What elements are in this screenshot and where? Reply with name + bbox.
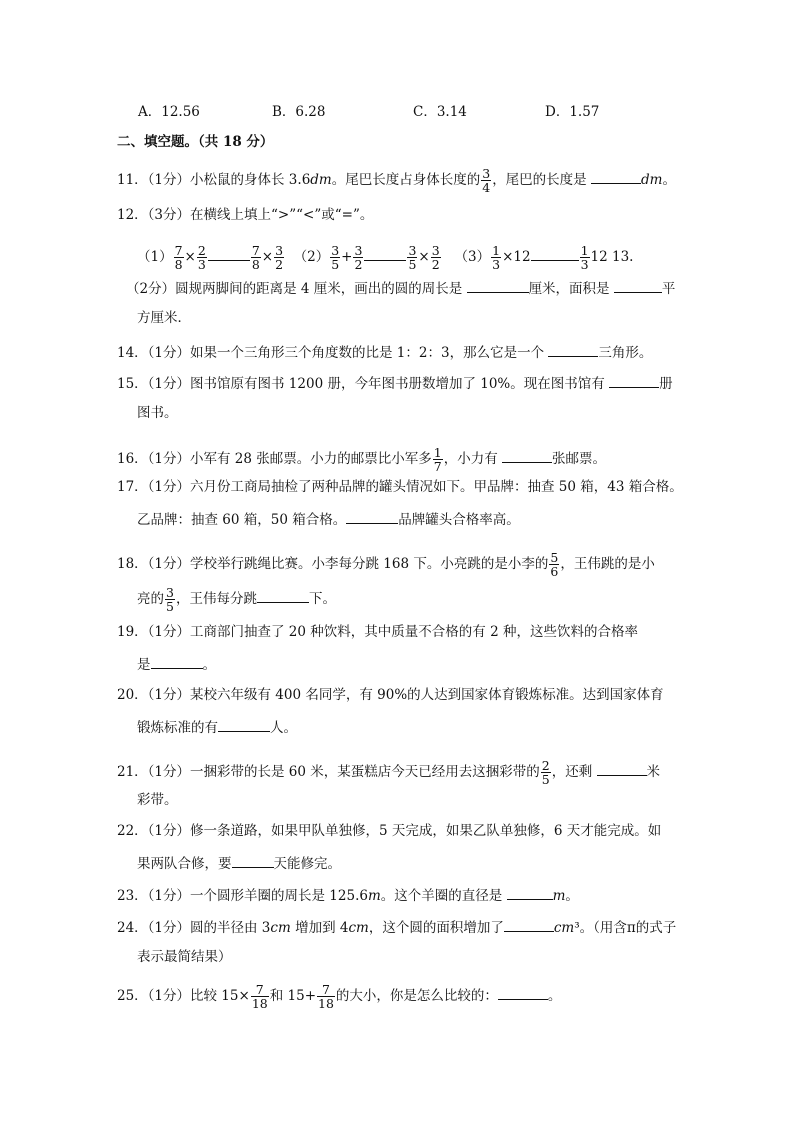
answer-blank[interactable]: [591, 168, 641, 184]
fraction: [433, 446, 443, 473]
q18-text: ，王伟每分跳: [175, 591, 257, 607]
answer-blank[interactable]: [531, 245, 579, 261]
question-24: [117, 916, 676, 938]
unit: dm: [640, 172, 663, 188]
fraction: [174, 244, 184, 271]
q15-text: 册: [659, 376, 673, 392]
q14-text: 14．（1分）如果一个三角形三个角度数的比是 1：2：3，那么它是一个: [117, 345, 545, 361]
answer-blank[interactable]: [257, 587, 309, 603]
question-19-cont: [137, 653, 216, 675]
answer-blank[interactable]: [614, 277, 662, 293]
answer-blank[interactable]: [609, 372, 659, 388]
q21-text: ，还剩: [551, 764, 593, 780]
denominator: 5: [331, 257, 340, 272]
q22-text: 天能修完。: [273, 856, 341, 872]
denominator: 8: [251, 257, 260, 272]
numerator: 2: [197, 243, 206, 258]
q23-text: 。: [565, 888, 579, 904]
question-17: 17．（1分）六月份工商局抽检了两种品牌的罐头情况如下。甲品牌：抽查 50 箱，43 箱合格。: [117, 479, 683, 495]
denominator: 3: [580, 257, 589, 272]
answer-blank[interactable]: [548, 341, 598, 357]
option-c: C．3.14: [413, 104, 467, 120]
q25-text: 。: [547, 988, 562, 1004]
question-18-cont: [137, 586, 336, 613]
q17-text: 品牌罐头合格率高。: [398, 512, 520, 528]
fraction: [481, 167, 491, 194]
answer-blank[interactable]: [597, 760, 647, 776]
q18-text: ，王伟跳的是小: [560, 556, 655, 572]
fraction: [491, 244, 501, 271]
denominator: 5: [541, 772, 550, 787]
unit: cm: [553, 920, 575, 936]
denominator: 2: [275, 257, 284, 272]
q21-text: 米: [646, 764, 661, 780]
q23-text: 。这个羊圈的直径是: [380, 888, 503, 904]
q24-text: ³。（用含π的式子: [574, 920, 677, 936]
question-13-cont: 方厘米．: [137, 310, 191, 326]
fraction: [549, 551, 559, 578]
q24-text: 增加到 4: [290, 920, 349, 936]
q20-text: 人。: [270, 720, 297, 736]
numerator: 2: [541, 758, 550, 773]
q16-text: 张邮票。: [552, 451, 607, 467]
q21-text: 21．（1分）一捆彩带的长是 60 米，某蛋糕店今天已经用去这捆彩带的: [117, 764, 540, 780]
question-13: [126, 277, 675, 299]
unit: cm: [270, 920, 291, 936]
answer-blank[interactable]: [346, 508, 398, 524]
denominator: 2: [354, 257, 363, 272]
q11-text: 。尾巴长度占身体长度的: [331, 172, 481, 188]
question-20-cont: [137, 716, 297, 738]
question-20: 20．（1分）某校六年级有 400 名同学，有 90%的人达到国家体育锻炼标准。达到国家体育: [117, 687, 664, 703]
numerator: 7: [251, 243, 260, 258]
q24-text: 24．（1分）圆的半径由 3: [117, 920, 271, 936]
operator: ×: [418, 249, 430, 265]
denominator: 5: [408, 257, 417, 272]
option-b: B．6.28: [272, 104, 326, 120]
question-21: [117, 759, 660, 786]
unit: m: [552, 888, 566, 904]
q18-text: 下。: [308, 591, 336, 607]
q25-text: 和 15+: [269, 988, 316, 1004]
numerator: 7: [174, 243, 183, 258]
question-17-cont: [137, 508, 520, 530]
answer-blank[interactable]: [467, 277, 529, 293]
q13-text: 厘米，面积是: [528, 281, 610, 297]
q18-text: 亮的: [137, 591, 164, 607]
fraction: [330, 244, 340, 271]
question-11: [117, 167, 676, 194]
numerator: 3: [431, 243, 440, 258]
q25-text: 的大小，你是怎么比较的：: [335, 988, 498, 1004]
unit: cm: [348, 920, 369, 936]
denominator: 5: [166, 599, 174, 614]
answer-blank[interactable]: [208, 245, 250, 261]
q20-text: 锻炼标准的有: [137, 720, 218, 736]
numerator: 7: [317, 983, 335, 997]
section-heading: 二、填空题。（共 18 分）: [117, 134, 274, 150]
fraction: [251, 244, 261, 271]
next-question-number: 12 13.: [590, 249, 634, 265]
operator: ×: [184, 249, 196, 265]
question-15: [117, 372, 673, 394]
q13-text: 平: [661, 281, 676, 297]
denominator: 18: [318, 996, 334, 1011]
numerator: 3: [166, 585, 174, 600]
fraction: [165, 586, 175, 613]
q24-text: ，这个圆的面积增加了: [368, 920, 504, 936]
question-15-cont: 图书。: [137, 405, 178, 421]
answer-blank[interactable]: [502, 447, 552, 463]
numerator: 7: [251, 983, 269, 997]
fraction: [353, 244, 363, 271]
question-21-cont: 彩带。: [137, 792, 178, 808]
answer-blank[interactable]: [151, 653, 203, 669]
question-12-items: [137, 244, 633, 271]
numerator: 3: [354, 243, 363, 258]
question-22: 22．（1分）修一条道路，如果甲队单独修，5 天完成，如果乙队单独修，6 天才能完成。如: [117, 823, 662, 839]
fraction: [251, 983, 269, 1010]
unit: dm: [310, 172, 332, 188]
question-19: 19．（1分）工商部门抽查了 20 种饮料，其中质量不合格的有 2 种，这些饮料的合格率: [117, 624, 638, 640]
numerator: 1: [580, 243, 589, 258]
denominator: 18: [251, 996, 268, 1011]
q22-text: 果两队合修，要: [137, 856, 232, 872]
numerator: 3: [275, 243, 284, 258]
fraction: [274, 244, 284, 271]
q11-text: ，尾巴的长度是: [492, 172, 587, 188]
question-23: [117, 884, 579, 906]
fraction: [407, 244, 417, 271]
denominator: 7: [433, 459, 442, 474]
q25-text: 25．（1分）比较 15×: [117, 988, 250, 1004]
answer-blank[interactable]: [498, 984, 548, 1000]
numerator: 1: [433, 445, 442, 460]
denominator: 3: [197, 257, 206, 272]
numerator: 3: [408, 243, 417, 258]
q16-text: ，小力有: [443, 451, 498, 467]
q11-text: 。: [662, 172, 676, 188]
q19-text: 。: [202, 657, 216, 673]
question-12: 12．（3分）在横线上填上“>”“<”或“=”。: [117, 207, 374, 223]
item-label: （1）: [137, 249, 173, 265]
answer-blank[interactable]: [504, 916, 554, 932]
item-label: （2）: [293, 249, 330, 265]
answer-blank[interactable]: [507, 884, 553, 900]
question-18: [117, 551, 655, 578]
q13-text: （2分）圆规两脚间的距离是 4 厘米，画出的圆的周长是: [126, 281, 463, 297]
answer-blank[interactable]: [232, 852, 274, 868]
denominator: 4: [482, 180, 491, 195]
numerator: 3: [331, 243, 340, 258]
fraction: [197, 244, 207, 271]
question-22-cont: [137, 852, 341, 874]
fraction: [541, 759, 551, 786]
q11-text: 11．（1分）小松鼠的身体长 3.6: [117, 172, 311, 188]
numerator: 1: [492, 243, 501, 258]
operator: +: [341, 249, 353, 265]
option-d: D．1.57: [545, 104, 600, 120]
denominator: 6: [550, 564, 559, 579]
answer-blank[interactable]: [218, 716, 270, 732]
numerator: 5: [550, 550, 559, 565]
q18-text: 18．（1分）学校举行跳绳比赛。小李每分跳 168 下。小亮跳的是小李的: [117, 556, 549, 572]
option-a: A．12.56: [138, 104, 200, 120]
question-16: [117, 446, 606, 473]
unit: m: [367, 888, 381, 904]
fraction: [580, 244, 590, 271]
operator: ×: [261, 249, 274, 265]
fraction: [317, 983, 335, 1010]
fraction: [431, 244, 441, 271]
question-25: [117, 983, 561, 1010]
operator: ×12: [502, 249, 531, 265]
denominator: 2: [431, 257, 440, 272]
denominator: 3: [492, 257, 501, 272]
question-24-cont: 表示最简结果）: [137, 949, 232, 965]
answer-blank[interactable]: [364, 245, 406, 261]
q17-text: 乙品牌：抽查 60 箱，50 箱合格。: [137, 512, 347, 528]
numerator: 3: [482, 166, 491, 181]
item-label: （3）: [454, 249, 491, 265]
denominator: 8: [174, 257, 183, 272]
q15-text: 15．（1分）图书馆原有图书 1200 册，今年图书册数增加了 10%。现在图书馆有: [117, 376, 605, 392]
question-14: [117, 341, 652, 363]
q23-text: 23．（1分）一个圆形羊圈的周长是 125.6: [117, 888, 368, 904]
q16-text: 16．（1分）小军有 28 张邮票。小力的邮票比小军多: [117, 451, 432, 467]
q14-text: 三角形。: [598, 345, 653, 361]
q19-text: 是: [137, 657, 151, 673]
